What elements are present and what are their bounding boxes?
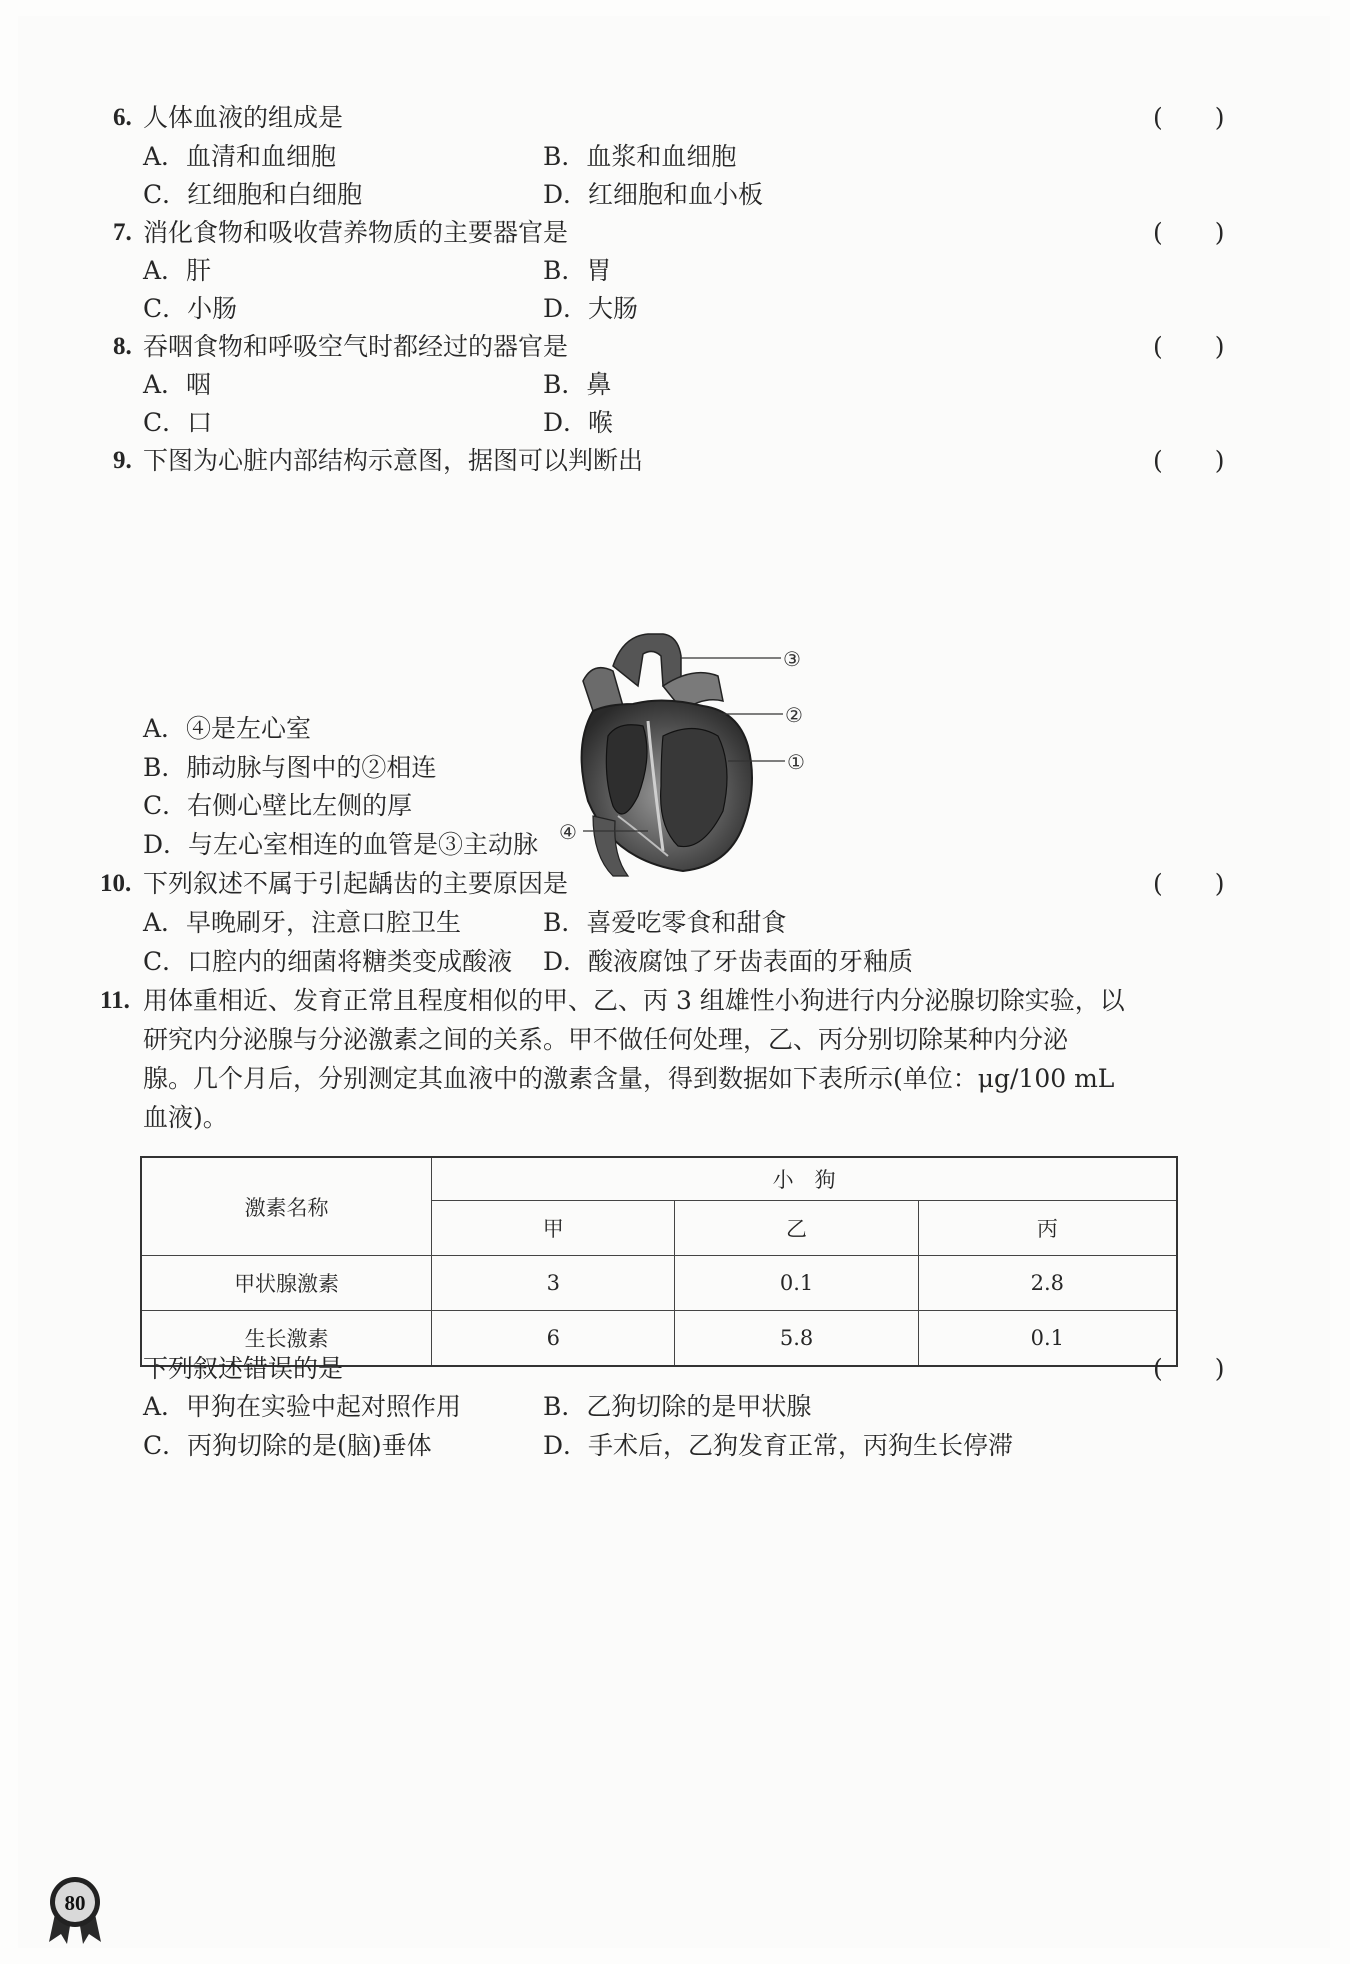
paragraph-line: 腺。几个月后，分别测定其血液中的激素含量，得到数据如下表所示(单位：μg/100 mL	[143, 1064, 1115, 1093]
table-cell: 0.1	[918, 1311, 1177, 1367]
option-b: B．胃	[543, 256, 612, 285]
table-cell: 2.8	[918, 1256, 1177, 1311]
option-b: B．鼻	[543, 370, 612, 399]
question-text: 下列叙述错误的是	[143, 1354, 344, 1383]
page	[18, 16, 1330, 1948]
question-number: 11.	[100, 987, 130, 1014]
paragraph-line: 用体重相近、发育正常且程度相似的甲、乙、丙 3 组雄性小狗进行内分泌腺切除实验，以	[143, 986, 1125, 1015]
table-cell: 5.8	[675, 1311, 918, 1367]
question-text: 人体血液的组成是	[143, 103, 344, 132]
paragraph-line: 研究内分泌腺与分泌激素之间的关系。甲不做任何处理，乙、丙分别切除某种内分泌	[143, 1025, 1069, 1054]
label-3: ③	[783, 647, 801, 671]
page-number-badge	[43, 1874, 107, 1946]
answer-bracket: ( )	[1153, 103, 1225, 132]
question-text: 下列叙述不属于引起龋齿的主要原因是	[143, 869, 569, 898]
question-text: 吞咽食物和呼吸空气时都经过的器官是	[143, 332, 569, 361]
option-c: C．丙狗切除的是(脑)垂体	[143, 1431, 432, 1460]
option-b: B．肺动脉与图中的②相连	[143, 753, 437, 782]
table-cell: 3	[432, 1256, 675, 1311]
answer-bracket: ( )	[1153, 869, 1225, 898]
table-row	[141, 1256, 1177, 1311]
question-number: 7.	[113, 219, 132, 246]
question-number: 10.	[100, 870, 132, 897]
option-b: B．喜爱吃零食和甜食	[543, 908, 787, 937]
header-col-jia: 甲	[432, 1201, 675, 1256]
question-10	[18, 864, 1330, 904]
label-4: ④	[559, 820, 577, 844]
option-a: A．血清和血细胞	[143, 142, 337, 171]
option-d: D．与左心室相连的血管是③主动脉	[143, 830, 539, 859]
option-a: A．咽	[143, 370, 212, 399]
label-1: ①	[787, 750, 805, 774]
table-cell: 6	[432, 1311, 675, 1367]
answer-bracket: ( )	[1153, 1354, 1225, 1383]
paragraph-line: 血液)。	[143, 1103, 228, 1132]
question-text: 消化食物和吸收营养物质的主要器官是	[143, 218, 569, 247]
option-a: A．④是左心室	[143, 714, 312, 743]
answer-bracket: ( )	[1153, 332, 1225, 361]
question-number: 8.	[113, 333, 132, 360]
row-label: 生长激素	[141, 1311, 432, 1367]
option-c: C．小肠	[143, 294, 238, 323]
header-col-bing: 丙	[918, 1201, 1177, 1256]
option-d: D．喉	[543, 408, 614, 437]
question-text: 下图为心脏内部结构示意图，据图可以判断出	[143, 446, 644, 475]
question-9	[18, 441, 1330, 481]
option-c: C．口腔内的细菌将糖类变成酸液	[143, 947, 513, 976]
question-11-stem	[18, 1349, 1330, 1389]
option-c: C．红细胞和白细胞	[143, 180, 363, 209]
option-d: D．酸液腐蚀了牙齿表面的牙釉质	[543, 947, 914, 976]
label-2: ②	[785, 703, 803, 727]
option-d: D．大肠	[543, 294, 639, 323]
question-6	[18, 98, 1330, 138]
option-d: D．手术后，乙狗发育正常，丙狗生长停滞	[543, 1431, 1014, 1460]
row-label: 甲状腺激素	[141, 1256, 432, 1311]
header-hormone-name: 激素名称	[141, 1157, 432, 1256]
option-a: A．肝	[143, 256, 212, 285]
answer-bracket: ( )	[1153, 218, 1225, 247]
aorta	[613, 634, 681, 686]
option-a: A．甲狗在实验中起对照作用	[143, 1392, 462, 1421]
hormone-table	[140, 1156, 1178, 1367]
option-c: C．口	[143, 408, 213, 437]
table-cell: 0.1	[675, 1256, 918, 1311]
page-number: 80	[64, 1891, 86, 1915]
option-c: C．右侧心壁比左侧的厚	[143, 791, 413, 820]
option-d: D．红细胞和血小板	[543, 180, 764, 209]
question-11	[18, 981, 1330, 1021]
answer-bracket: ( )	[1153, 446, 1225, 475]
question-8	[18, 327, 1330, 367]
option-b: B．血浆和血细胞	[543, 142, 737, 171]
header-puppy-group: 小 狗	[432, 1157, 1177, 1201]
question-7	[18, 213, 1330, 253]
option-b: B．乙狗切除的是甲状腺	[543, 1392, 812, 1421]
question-number: 9.	[113, 447, 132, 474]
question-number: 6.	[113, 104, 132, 131]
option-a: A．早晚刷牙，注意口腔卫生	[143, 908, 462, 937]
header-col-yi: 乙	[675, 1201, 918, 1256]
